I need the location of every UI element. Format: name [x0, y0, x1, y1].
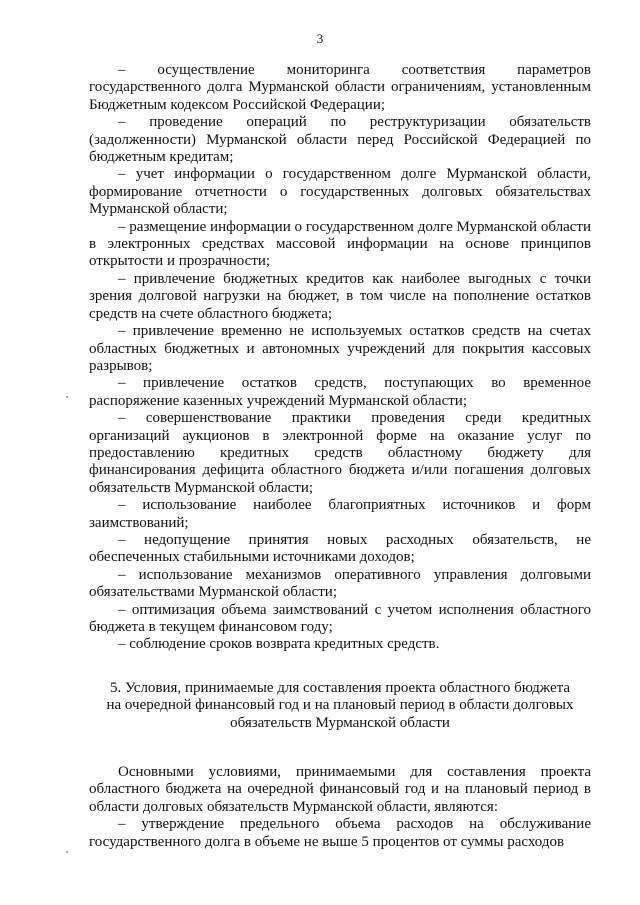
list-item: – привлечение временно не используемых остатков средств на счетах областных бюджетных и автономных учреждений для покрытия кассовых разрывов;	[89, 323, 591, 374]
list-item: – недопущение принятия новых расходных обязательств, не обеспеченных стабильными источниками доходов;	[89, 531, 591, 566]
section-heading-line: 5. Условия, принимаемые для составления проекта областного бюджета	[109, 679, 571, 696]
scan-speck	[66, 851, 68, 853]
section-heading-line: на очередной финансовый год и на плановый период в области долговых	[106, 697, 574, 714]
intro-paragraph: Основными условиями, принимаемыми для составления проекта областного бюджета на очередной финансовый год и на плановый период в области долговых обязательств Мурманской области, являются:	[89, 764, 591, 815]
list-item: – утверждение предельного объема расходов на обслуживание государственного долга в объеме не выше 5 процентов от суммы расходов	[89, 816, 591, 850]
scan-speck	[66, 396, 68, 398]
section-heading	[89, 680, 591, 732]
document-body	[89, 62, 591, 851]
section-heading-line: обязательств Мурманской области	[230, 714, 450, 731]
list-item: – размещение информации о государственном долге Мурманской области в электронных средствах массовой информации на основе принципов открытости и прозрачности;	[89, 218, 591, 270]
list-item: – использование наиболее благоприятных источников и форм заимствований;	[89, 497, 591, 531]
list-item: – учет информации о государственном долге Мурманской области, формирование отчетности о государственных долговых обязательствах Мурманской области;	[89, 166, 591, 218]
list-item: – проведение операций по реструктуризации обязательств (задолженности) Мурманской области перед Российской Федерацией по бюджетным кредитам;	[89, 114, 591, 166]
list-item: – использование механизмов оперативного управления долговыми обязательствами Мурманской области;	[89, 566, 591, 601]
list-item: – осуществление мониторинга соответствия параметров государственного долга Мурманской области ограничениям, установленным Бюджетным кодексом Российской Федерации;	[89, 62, 591, 113]
list-item: – совершенствование практики проведения среди кредитных организаций аукционов в электронной форме на оказание услуг по предоставлению кредитных средств областному бюджету для финансирования дефицита областного бюджета и/или погашения долговых обязательств Мурманской области;	[89, 410, 591, 496]
page-number: 3	[316, 31, 324, 46]
list-item: – соблюдение сроков возврата кредитных средств.	[118, 636, 440, 653]
list-item: – привлечение остатков средств, поступающих во временное распоряжение казенных учреждений Мурманской области;	[89, 375, 591, 409]
list-item: – привлечение бюджетных кредитов как наиболее выгодных с точки зрения долговой нагрузки на бюджет, в том числе на пополнение остатков средств на счете областного бюджета;	[89, 270, 591, 322]
list-item: – оптимизация объема заимствований с учетом исполнения областного бюджета в текущем финансовом году;	[89, 601, 591, 635]
